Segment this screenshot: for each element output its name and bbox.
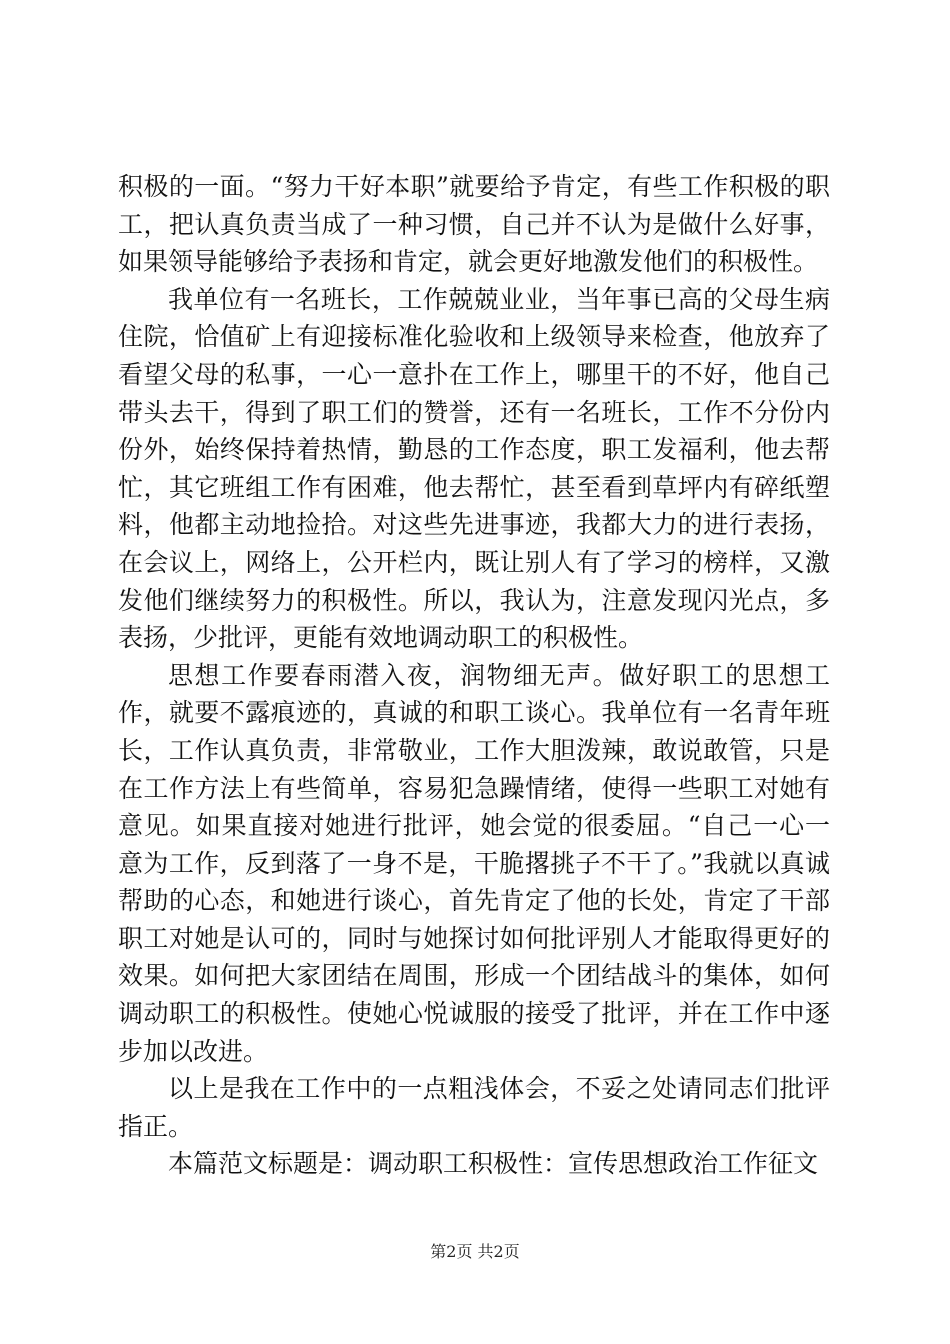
paragraph-title-note: 本篇范文标题是：调动职工积极性：宣传思想政治工作征文 — [168, 1149, 819, 1179]
paragraph-continuation: 积极的一面。“努力干好本职”就要给予肯定，有些工作积极的职工，把认真负责当成了一种习惯，自己并不认为是做什么好事，如果领导能够给予表扬和肯定，就会更好地激发他们的积极性。 — [118, 172, 830, 277]
paragraph-closing: 以上是我在工作中的一点粗浅体会，不妥之处请同志们批评指正。 — [118, 1074, 830, 1141]
page-number-footer: 第2页 共2页 — [430, 1242, 520, 1261]
paragraph-ideological-work: 思想工作要春雨潜入夜，润物细无声。做好职工的思想工作，就要不露痕迹的，真诚的和职工谈心。我单位有一名青年班长，工作认真负责，非常敬业，工作大胆泼辣，敢说敢管，只是在工作方法上有些简单，容易犯急躁情绪，使得一些职工对她有意见。如果直接对她进行批评，她会觉的很委屈。“自己一心一意为工作，反到落了一身不是，干脆撂挑子不干了。”我就以真诚帮助的心态，和她进行谈心，首先肯定了他的长处，肯定了干部职工对她是认可的，同时与她探讨如何批评别人才能取得更好的效果。如何把大家团结在周围，形成一个团结战斗的集体，如何调动职工的积极性。使她心悦诚服的接受了批评，并在工作中逐步加以改进。 — [118, 660, 830, 1066]
document-body — [118, 168, 830, 1183]
paragraph-team-leader-example: 我单位有一名班长，工作兢兢业业，当年事已高的父母生病住院，恰值矿上有迎接标准化验收和上级领导来检查，他放弃了看望父母的私事，一心一意扑在工作上，哪里干的不好，他自己带头去干，得到了职工们的赞誉，还有一名班长，工作不分份内份外，始终保持着热情，勤恳的工作态度，职工发福利，他去帮忙，其它班组工作有困难，他去帮忙，甚至看到草坪内有碎纸塑料，他都主动地捡拾。对这些先进事迹，我都大力的进行表扬，在会议上，网络上，公开栏内，既让别人有了学习的榜样，又激发他们继续努力的积极性。所以，我认为，注意发现闪光点，多表扬，少批评，更能有效地调动职工的积极性。 — [118, 284, 830, 653]
